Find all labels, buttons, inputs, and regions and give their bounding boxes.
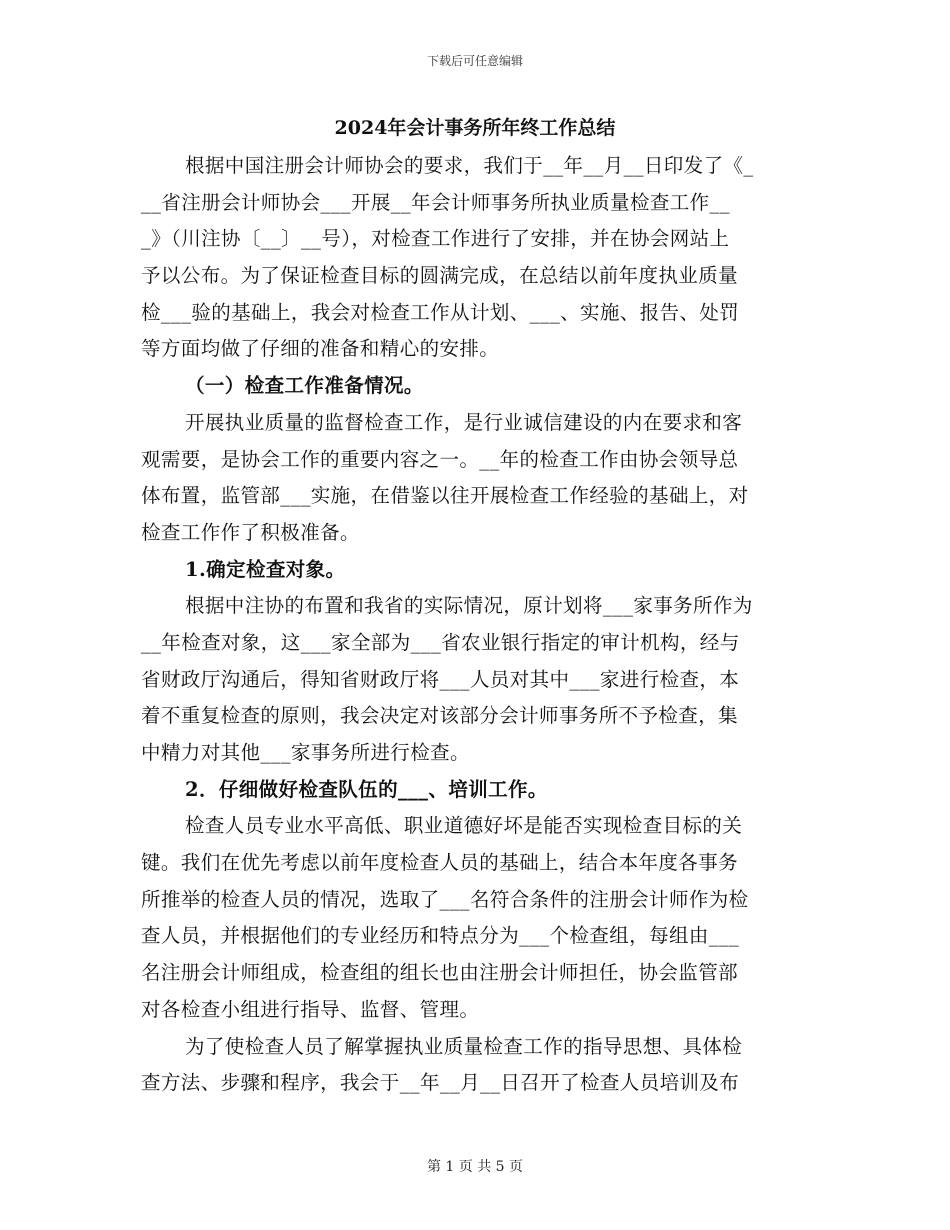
paragraph-line: 观需要，是协会工作的重要内容之一。__年的检查工作由协会领导总 xyxy=(141,447,739,471)
paragraph-line: 键。我们在优先考虑以前年度检查人员的基础上，结合本年度各事务 xyxy=(141,851,739,875)
paragraph-line: 检查人员专业水平高低、职业道德好坏是能否实现检查目标的关 xyxy=(185,814,743,838)
paragraph-line: 中精力对其他___家事务所进行检查。 xyxy=(141,741,470,764)
paragraph-line: 等方面均做了仔细的准备和精心的安排。 xyxy=(141,337,500,361)
subsection-heading: 1.确定检查对象。 xyxy=(185,557,346,581)
paragraph-line: 体布置，监管部___实施，在借鉴以往开展检查工作经验的基础上，对 xyxy=(141,484,749,508)
document-body xyxy=(141,148,809,1102)
paragraph-line: 根据中国注册会计师协会的要求，我们于__年__月__日印发了《_ xyxy=(185,154,754,177)
paragraph-line: 检查工作作了积极准备。 xyxy=(141,520,360,544)
page-header: 下载后可任意编辑 xyxy=(426,54,523,68)
document-title: 2024年会计事务所年终工作总结 xyxy=(334,117,616,139)
paragraph-line: 所推举的检查人员的情况，选取了___名符合条件的注册会计师作为检 xyxy=(141,887,749,911)
paragraph-line: 着不重复检查的原则，我会决定对该部分会计师事务所不予检查，集 xyxy=(141,704,739,728)
paragraph-line: 根据中注协的布置和我省的实际情况，原计划将___家事务所作为 xyxy=(185,594,753,618)
paragraph-line: 为了使检查人员了解掌握执业质量检查工作的指导思想、具体检 xyxy=(185,1034,743,1058)
paragraph-line: 查人员，并根据他们的专业经历和特点分为___个检查组，每组由___ xyxy=(141,924,740,948)
paragraph-line: 检___验的基础上，我会对检查工作从计划、___、实施、报告、处罚 xyxy=(141,300,740,324)
paragraph-line: 开展执业质量的监督检查工作，是行业诚信建设的内在要求和客 xyxy=(185,410,743,434)
paragraph-line: __省注册会计师协会___开展__年会计师事务所执业质量检查工作__ xyxy=(141,190,730,214)
paragraph-line: 名注册会计师组成，检查组的组长也由注册会计师担任，协会监管部 xyxy=(141,961,739,985)
paragraph-line: 省财政厅沟通后，得知省财政厅将___人员对其中___家进行检查，本 xyxy=(141,667,740,691)
paragraph-line: __年检查对象，这___家全部为___省农业银行指定的审计机构，经与 xyxy=(141,630,740,654)
paragraph-line: 予以公布。为了保证检查目标的圆满完成，在总结以前年度执业质量 xyxy=(141,264,739,288)
paragraph-line: 查方法、步骤和程序，我会于__年__月__日召开了检查人员培训及布 xyxy=(141,1071,740,1095)
paragraph-line: _》（川注协〔__〕__号），对检查工作进行了安排，并在协会网站上 xyxy=(141,227,730,251)
page-footer: 第 1 页 共 5 页 xyxy=(426,1159,524,1175)
paragraph-line: 对各检查小组进行指导、监督、管理。 xyxy=(141,997,480,1021)
section-heading: （一）检查工作准备情况。 xyxy=(185,374,424,398)
subsection-heading: 2．仔细做好检查队伍的___、培训工作。 xyxy=(185,777,548,801)
